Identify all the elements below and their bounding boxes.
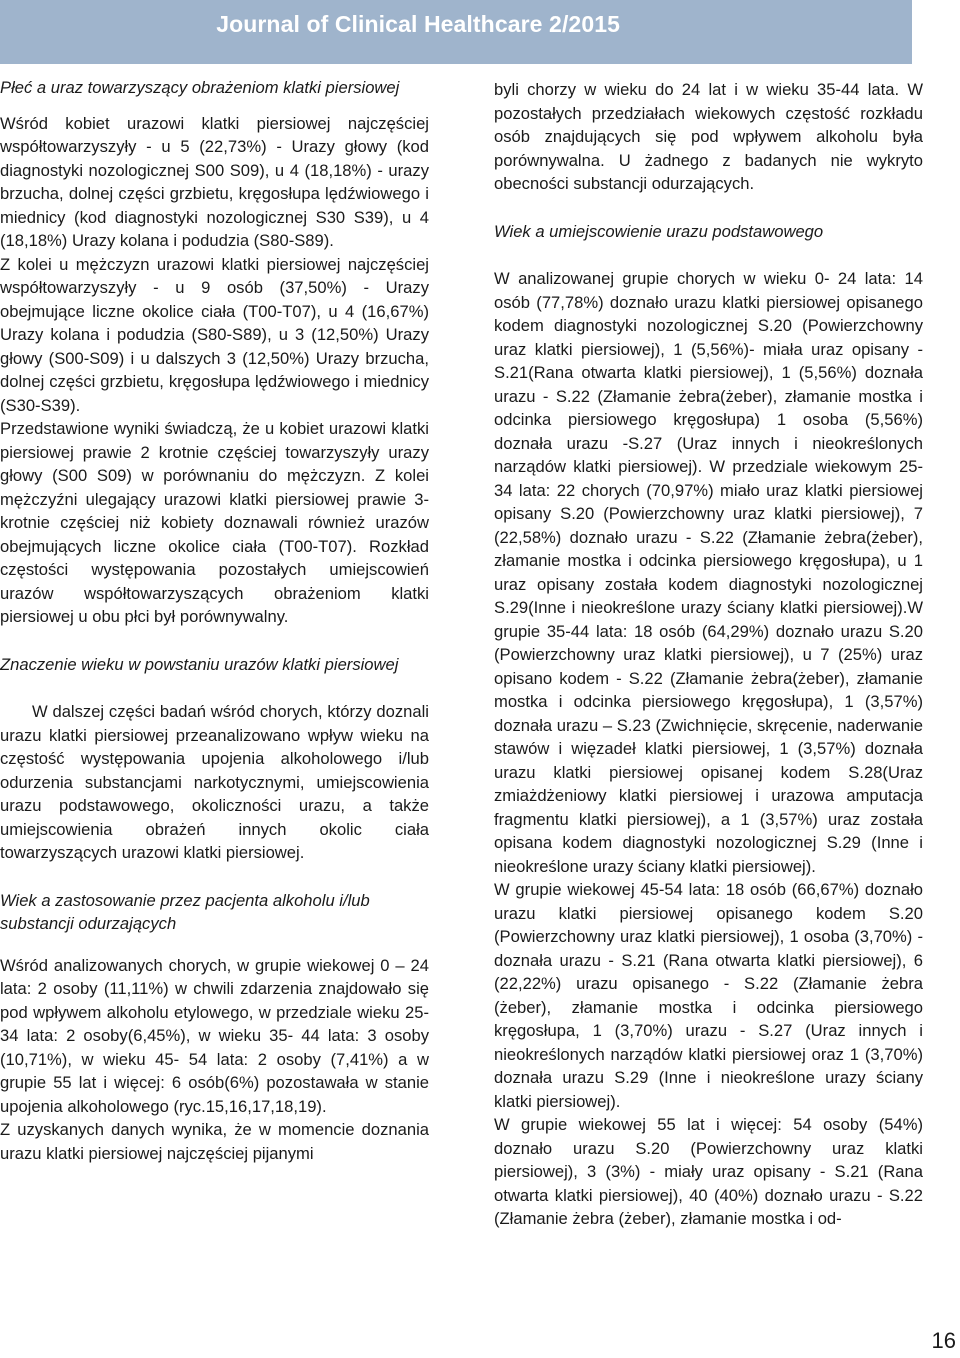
journal-header (0, 0, 912, 64)
paragraph-men: Z kolei u mężczyzn urazowi klatki piersiowej najczęściej współtowarzyszyły - u 9 osób (37,50%) - Urazy obejmujące liczne okolice ciała (T00-T07), u 4 (16,67%) Urazy kolana i podudzia (S80-S89), u 3 (12,50%) Urazy głowy (S00-S09) i u dalszych 3 (12,50%) Urazy brzucha, dolnej części grzbietu, kręgosłupa lędźwiowego i miednicy (S30-S39). (0, 254, 429, 415)
paragraph-alcohol: Wśród analizowanych chorych, w grupie wiekowej 0 – 24 lata: 2 osoby (11,11%) w chwili zdarzenia znajdowało się pod wpływem alkoholu etylowego, w przedziale wieku 25- 34 lata: 2 osoby(6,45%), w wieku 35- 44 lata: 3 osoby (10,71%), w wieku 45- 54 lata: 2 osoby (7,41%) a w grupie 55 lat i więcej: 6 osób(6%) pozostawała w stanie upojenia alkoholowego (ryc.15,16,17,18,19). (0, 955, 429, 1116)
paragraph-age-intro: W dalszej części badań wśród chorych, którzy doznali urazu klatki piersiowej przeanalizowano wpływ wieku na częstość występowania upojenia alkoholowego i/lub odurzenia substancjami narkotycznymi, umiejscowienia urazu podstawowego, okoliczności urazu, a także umiejscowienia obrażeń innych okolic ciała towarzyszących urazowi klatki piersiowej. (0, 702, 429, 862)
journal-title: Journal of Clinical Healthcare 2/2015 (216, 11, 620, 37)
page-number: 16 (931, 1328, 956, 1353)
section-heading-sex-injury: Płeć a uraz towarzyszący obrażeniom klatki piersiowej (0, 78, 400, 97)
paragraph-age-groups: W analizowanej grupie chorych w wieku 0- 24 lata: 14 osób (77,78%) doznało urazu klatki piersiowej opisanego kodem diagnostyki nozologicznej S.20 (Powierzchowny uraz klatki piersiowej), 1 (5,56%)- miała uraz opisany - S.21(Rana otwarta klatki piersiowej), 1 (5,56%) doznała urazu - S.22 (Złamanie żebra(żeber), złamanie mostka i odcinka piersiowego kręgosłupa) 1 osoba (5,56%) doznała urazu -S.27 (Uraz innych i nieokreślonych narządów klatki piersiowej). W przedziale wiekowym 25-34 lata: 22 chorych (70,97%) miało uraz klatki piersiowej opisany S.20 (Powierzchowny uraz klatki piersiowej), 7 (22,58%) doznało urazu - S.22 (Złamanie żebra(żeber), złamanie mostka i odcinka piersiowego kręgosłupa), u 1 uraz opisany została kodem diagnostyki nozologicznej S.29(Inne i nieokreślone urazy ściany klatki piersiowej).W grupie 35-44 lata: 18 osób (64,29%) doznało urazu S.20 (Powierzchowny uraz klatki piersiowej), u 7 (25%) uraz opisano kodem - S.22 (Złamanie żebra(żeber), złamanie mostka i odcinka piersiowego kręgosłupa), 1 (3,57%) doznała urazu – S.23 (Zwichnięcie, skręcenie, naderwanie stawów i więzadeł klatki piersiowej, 1 (3,57%) doznała urazu klatki piersiowej opisanej kodem S.28(Uraz zmiażdżeniowy klatki piersiowej i urazowa amputacja fragmentu klatki piersiowej), a 1 (3,57%) uraz została opisana kodem diagnostyki nozologicznej S.29 (Inne i nieokreślone urazy ściany klatki piersiowej). (494, 269, 923, 876)
section-heading-age: Znaczenie wieku w powstaniu urazów klatki piersiowej (0, 654, 399, 674)
paragraph-age-55plus: W grupie wiekowej 55 lat i więcej: 54 osoby (54%) doznało urazu S.20 (Powierzchowny uraz klatki piersiowej), 3 (3%) - miały uraz opisany - S.21 (Rana otwarta klatki piersiowej), 40 (40%) doznało urazu - S.22 (Złamanie żebra (żeber), złamanie mostka i od- (494, 1115, 923, 1228)
paragraph-comparison: Przedstawione wyniki świadczą, że u kobiet urazowi klatki piersiowej prawie 2 krotnie częściej towarzyszyły urazy głowy (S00 S09) w porównaniu do mężczyzn. Z kolei mężczyźni ulegający urazowi klatki piersiowej prawie 3-krotnie częściej niż kobiety doznawali również urazów obejmujących liczne okolice ciała (T00-T07). Rozkład częstości występowania pozostałych umiejscowień urazów współtowarzyszących obrażeniom klatki piersiowej u obu płci był porównywalny. (0, 419, 429, 626)
section-heading-alcohol: Wiek a zastosowanie przez pacjenta alkoholu i/lub substancji odurzających (0, 890, 370, 933)
section-heading-age-location: Wiek a umiejscowienie urazu podstawowego (494, 221, 824, 241)
right-column (494, 78, 923, 1231)
paragraph-women: Wśród kobiet urazowi klatki piersiowej najczęściej współtowarzyszyły - u 5 (22,73%) - Urazy głowy (kod diagnostyki nozologicznej S00 S09), u 4 (18,18%) - urazy brzucha, dolnej części grzbietu, kręgosłupa lędźwiowego i miednicy (kod diagnostyki nozologicznej S30 S39), u 4 (18,18%) Urazy kolana i podudzia (S80-S89). (0, 113, 429, 250)
paragraph-alcohol-cont: byli chorzy w wieku do 24 lat i w wieku 35-44 lata. W pozostałych przedziałach wiekowych częstość rozkładu osób znajdujących się pod wpływem alkoholu była porównywalna. U żadnego z badanych nie wykryto obecności substancji odurzających. (494, 80, 923, 193)
left-column (0, 76, 429, 1165)
paragraph-alcohol-result: Z uzyskanych danych wynika, że w momencie doznania urazu klatki piersiowej najczęściej pijanymi (0, 1120, 429, 1163)
paragraph-age-45-54: W grupie wiekowej 45-54 lata: 18 osób (66,67%) doznało urazu klatki piersiowej opisanego kodem S.20 (Powierzchowny uraz klatki piersiowej), 1 osoba (3,70%) - doznała urazu - S.21 (Rana otwarta klatki piersiowej), 6 (22,22%) urazu opisanego - S.22 (Złamanie żebra (żeber), złamanie mostka i odcinka piersiowego kręgosłupa, 1 (3,70%) urazu - S.27 (Uraz innych i nieokreślonych narządów klatki piersiowej oraz 1 (3,70%) doznała urazu S.29 (Inne i nieokreślone urazy ściany klatki piersiowej). (494, 880, 923, 1111)
